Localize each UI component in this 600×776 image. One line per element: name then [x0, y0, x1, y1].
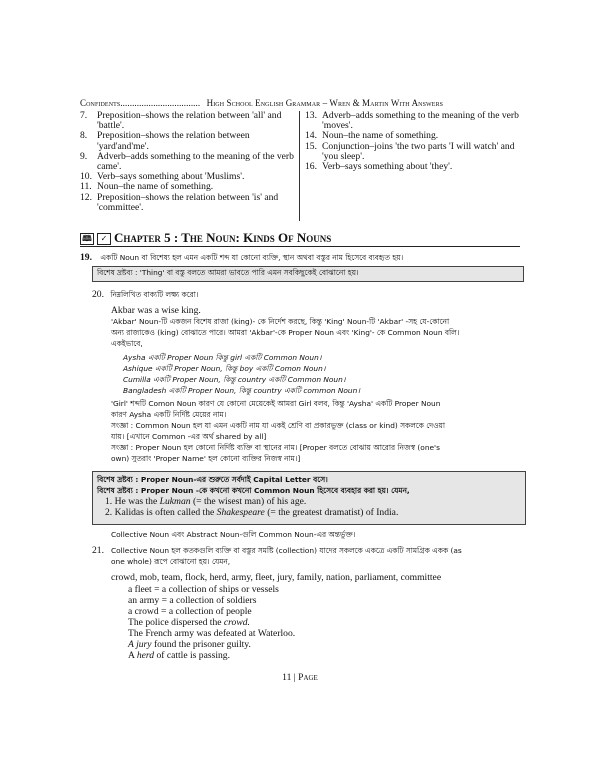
list-item: 1. He was the Lukman (= the wisest man) of his age.: [105, 496, 307, 507]
list-item: 16. Verb–says something about 'they'.: [305, 161, 453, 173]
list-item: 14. Noun–the name of something.: [305, 130, 439, 142]
q19-note-box: বিশেষ দ্রষ্টব্য : 'Thing' বা বস্তু বলতে আমরা ভাবতে পারি এমন সবকিছুকেই বোঝানো হয়।: [92, 266, 524, 282]
q19-text: 19. একটি Noun বা বিশেষ্য হল এমন একটি শব্দ যা কোনো ব্যক্তি, স্থান অথবা বস্তুর নাম হিসেবে ব্যবহৃত হয়।: [80, 252, 404, 263]
q21-list: crowd, mob, team, flock, herd, army, fleet, jury, family, nation, parliament, committee: [111, 572, 442, 583]
q21-examples: a fleet = a collection of ships or vessels an army = a collection of soldiers a crowd = a collection of people The police dispersed the crowd. The French army was defeated at Waterloo. A jury found the prisoner guilty. A herd of cattle is passing.: [128, 584, 518, 661]
list-item: 10. Verb–says something about 'Muslims'.: [80, 171, 245, 183]
note-box: বিশেষ দ্রষ্টব্য : Proper Noun-এর শুরুতে সর্বদাই Capital Letter বসে। বিশেষ দ্রষ্টব্য : Proper Noun -কে কখনো কখনো Common Noun হিসেবে ব্যবহার করা হয়। যেমন, 1. He was the Lukman (= the wisest man) of his age. 2. Kalidas is often called the Shakespeare (= the greatest dramatist) of India.: [92, 471, 526, 525]
list-item: 15. Conjunction–joins 'the two parts 'I will watch' and 'you sleep'.: [305, 140, 515, 162]
header-right: High School English Grammar – Wren & Martin With Answers: [206, 98, 444, 108]
list-item: 12. Preposition–shows the relation between 'is' and 'committee'.: [80, 191, 279, 213]
answer-column-right: [305, 111, 520, 172]
page-footer: 11 | Page: [282, 672, 318, 683]
answer-columns: [80, 111, 520, 223]
page-number: 11: [282, 672, 292, 683]
page-header: [80, 98, 520, 108]
list-item: 9. Adverb–adds something to the meaning of the verb came'.: [80, 150, 294, 173]
example-sentence: The French army was defeated at Waterloo.: [128, 628, 296, 639]
example-sentence: A jury found the prisoner guilty.: [128, 639, 251, 650]
example-sentence: A herd of cattle is passing.: [128, 650, 230, 661]
example-sentence: The police dispersed the crowd.: [128, 617, 250, 628]
q21-text: 21. Collective Noun হল কতকগুলি ব্যক্তি বা বস্তুর সমষ্টি (collection) যাদের সকলকে একত্রে একটি সামগ্রিক একক (as one whole) রূপে বোঝানো হয়। যেমন,: [92, 545, 462, 566]
list-item: 13. Adverb–adds something to the meaning of the verb 'moves'.: [305, 110, 519, 132]
q20-body: Akbar was a wise king. 'Akbar' Noun-টি একজন বিশেষ রাজা (king)- কে নির্দেশ করছে, কিন্তু 'King' Noun-টি 'Akbar' -সহ যে-কোনো অন্য রাজাকেও (king) বোঝাতে পারে। আমরা 'Akbar'-কে Proper Noun এবং 'King'- কে Common Noun বলি। একইভাবে,: [111, 305, 460, 348]
collective-line: Collective Noun এবং Abstract Noun-গুলি Common Noun-এর অন্তর্ভুক্ত।: [111, 530, 356, 539]
chapter-heading: [80, 230, 331, 246]
page-label: Page: [298, 672, 318, 683]
header-left: Confidents..................................: [80, 98, 201, 108]
chapter-title: Chapter 5 : The Noun: Kinds Of Nouns: [114, 230, 332, 245]
q20-examples: Aysha একটি Proper Noun কিন্তু girl একটি Common Noun। Ashique একটি Proper Noun, কিন্তু boy একটি Comon Noun। Cumilla একটি Proper Noun, কিন্তু country একটি Common Noun। Bangladesh একটি Proper Noun, কিন্তু country একটি common Noun।: [123, 353, 361, 395]
q20-heading: 20. নিম্নলিখিত বাক্যটি লক্ষ্য করো।: [92, 289, 199, 300]
book-icon: 🕮: [80, 233, 94, 245]
list-item: 2. Kalidas is often called the Shakespeare (= the greatest dramatist) of India.: [105, 507, 399, 518]
answer-column-left: [80, 111, 300, 221]
q20-definitions: 'Girl' শব্দটি Comon Noun কারণ যে কোনো মেয়েকেই আমরা Girl বলব, কিন্তু 'Aysha' একটি Proper Noun কারণ Aysha একটি নির্দিষ্ট মেয়ের নাম। সংজ্ঞা : Common Noun হল যা এমন একটি নাম যা একই শ্রেণি বা প্রকারভুক্ত (class or kind) সকলকে দেওয়া যায়। [এখানে Common -এর অর্থ shared by all] সংজ্ঞা : Proper Noun হল কোনো নির্দিষ্ট ব্যক্তি বা স্থানের নাম। [Proper বলতে বোঝায় আরোর নিজস্ব (one's own) সুতরাং 'Proper Name' হল কোনো ব্যক্তির নিজস্ব নাম।]: [111, 399, 446, 463]
list-item: 11. Noun–the name of something.: [80, 181, 214, 193]
list-item: 7. Preposition–shows the relation between 'all' and 'battle'.: [80, 110, 282, 132]
list-item: 8. Preposition–shows the relation between 'yard'and'me'.: [80, 130, 250, 152]
checkbox-icon: ✓: [97, 233, 111, 245]
chapter-divider: [80, 246, 520, 247]
